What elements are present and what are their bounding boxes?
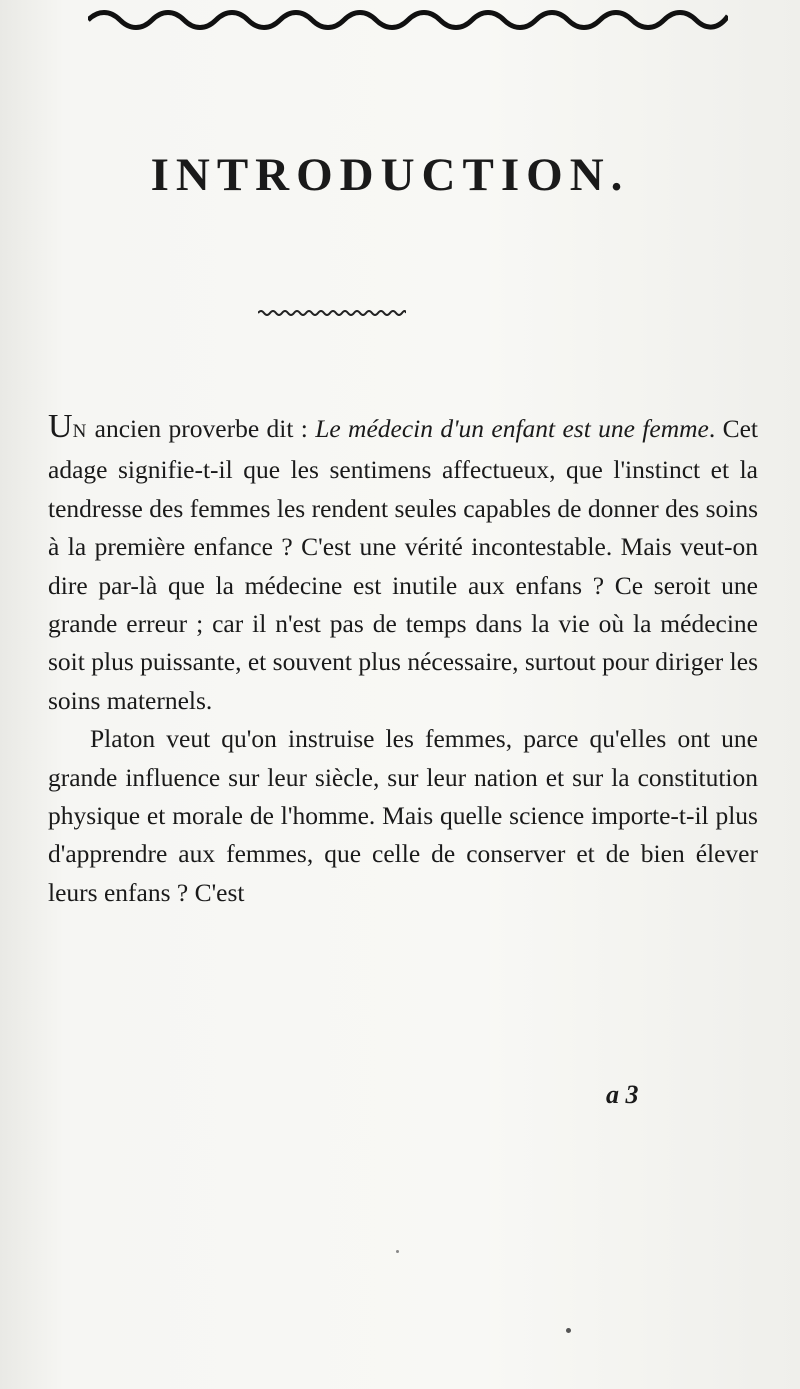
paragraph-1 bbox=[48, 408, 758, 720]
proverb-quote: Le médecin d'un enfant est une femme bbox=[315, 414, 709, 443]
paragraph-2: Platon veut qu'on instruise les femmes, parce qu'elles ont une grande influence sur leur siècle, sur leur nation et sur la constitution physique et morale de l'homme. Mais quelle science importe-t-il plus d'apprendre aux femmes, que celle de conserver et de bien élever leurs enfans ? C'est bbox=[48, 724, 758, 907]
ornamental-wave-border bbox=[88, 4, 728, 30]
small-caps-letter: N bbox=[72, 421, 88, 442]
paragraph-1-text-a: ancien proverbe dit : bbox=[87, 414, 316, 443]
paper-speck bbox=[566, 1328, 571, 1333]
drop-initial: U bbox=[48, 408, 73, 445]
decorative-rule bbox=[258, 309, 406, 317]
paragraph-1-text-b: . Cet adage signifie-t-il que les sentimens affectueux, que l'instinct et la tendresse des femmes les rendent seules capables de donner des soins à la première enfance ? C'est une vérité incontestable. Mais veut-on dire par-là que la médecine est inutile aux enfans ? Ce seroit une grande erreur ; car il n'est pas de temps dans la vie où la médecine soit plus puissante, et souvent plus nécessaire, surtout pour diriger les soins maternels. bbox=[48, 414, 758, 715]
page-title: INTRODUCTION. bbox=[150, 149, 630, 201]
signature-mark: a 3 bbox=[606, 1080, 639, 1109]
paper-speck bbox=[396, 1250, 399, 1253]
body-text bbox=[48, 408, 758, 912]
